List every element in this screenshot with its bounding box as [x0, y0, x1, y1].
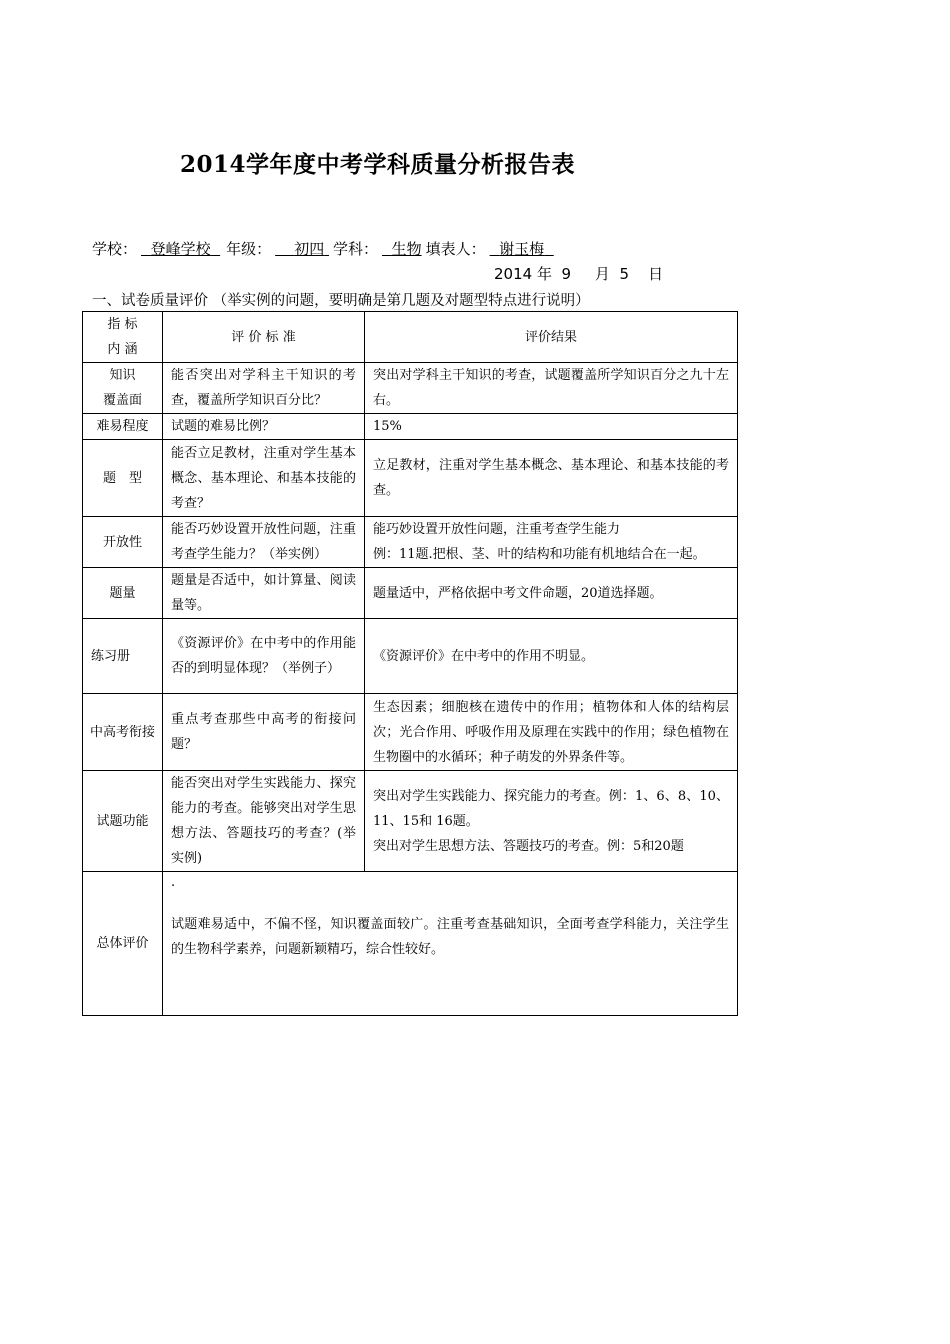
header-result: 评价结果	[365, 312, 738, 363]
grade-label: 年级：	[226, 240, 272, 258]
row-result: 立足教材，注重对学生基本概念、基本理论、和基本技能的考查。	[365, 440, 738, 517]
table-row	[83, 440, 738, 517]
row-result: 15%	[365, 414, 738, 440]
subject-value: 生物	[391, 240, 422, 258]
row-indicator: 开放性	[83, 517, 163, 568]
header-indicator: 指 标 内 涵	[83, 312, 163, 363]
row-result: 突出对学生实践能力、探究能力的考查。例：1、6、8、10、11、15和 16题。 突出对学生思想方法、答题技巧的考查。例：5和20题	[365, 771, 738, 872]
row-standard: 能否突出对学生实践能力、探究能力的考查。能够突出对学生思想方法、答题技巧的考查？(举实例)	[163, 771, 365, 872]
report-date: 2014 年 9 月 5 日	[494, 265, 664, 283]
row-standard: 重点考查那些中高考的衔接问题？	[163, 694, 365, 771]
subject-label: 学科：	[333, 240, 379, 258]
row-indicator: 知识 覆盖面	[83, 363, 163, 414]
overall-text: 试题难易适中，不偏不怪，知识覆盖面较广。注重考查基础知识，全面考查学科能力，关注学生的生物科学素养，问题新颖精巧，综合性较好。	[171, 917, 729, 957]
table-row	[83, 568, 738, 619]
row-indicator: 题 型	[83, 440, 163, 517]
row-standard: 《资源评价》在中考中的作用能否的到明显体现？（举例子）	[163, 619, 365, 694]
table-row	[83, 771, 738, 872]
evaluation-table	[82, 311, 738, 1016]
row-standard: 能否立足教材，注重对学生基本概念、基本理论、和基本技能的考查？	[163, 440, 365, 517]
school-label: 学校：	[92, 240, 138, 258]
overall-evaluation	[163, 872, 738, 1016]
row-result: 生态因素；细胞核在遗传中的作用；植物体和人体的结构层次；光合作用、呼吸作用及原理在实践中的作用；绿色植物在生物圈中的水循环；种子萌发的外界条件等。	[365, 694, 738, 771]
row-standard: 试题的难易比例？	[163, 414, 365, 440]
row-indicator: 中高考衔接	[83, 694, 163, 771]
table-row	[83, 619, 738, 694]
table-row	[83, 694, 738, 771]
table-header-row	[83, 312, 738, 363]
row-indicator: 试题功能	[83, 771, 163, 872]
overall-dot: .	[171, 875, 176, 890]
filler-label: 填表人：	[425, 240, 486, 258]
table-row-overall	[83, 872, 738, 1016]
school-value: 登峰学校	[150, 240, 211, 258]
section-title: 一、试卷质量评价 （举实例的问题，要明确是第几题及对题型特点进行说明）	[92, 293, 590, 309]
row-result: 能巧妙设置开放性问题，注重考查学生能力 例：11题.把根、茎、叶的结构和功能有机地结合在一起。	[365, 517, 738, 568]
table-row	[83, 517, 738, 568]
row-indicator: 题量	[83, 568, 163, 619]
row-standard: 题量是否适中，如计算量、阅读量等。	[163, 568, 365, 619]
row-standard: 能否突出对学科主干知识的考查，覆盖所学知识百分比？	[163, 363, 365, 414]
row-standard: 能否巧妙设置开放性问题，注重考查学生能力？（举实例）	[163, 517, 365, 568]
row-result: 《资源评价》在中考中的作用不明显。	[365, 619, 738, 694]
header-standard: 评 价 标 准	[163, 312, 365, 363]
row-result: 题量适中，严格依据中考文件命题，20道选择题。	[365, 568, 738, 619]
table-row	[83, 363, 738, 414]
report-info-line	[92, 238, 558, 259]
page-title: 2014学年度中考学科质量分析报告表	[180, 151, 576, 178]
overall-indicator: 总体评价	[83, 872, 163, 1016]
filler-value: 谢玉梅	[499, 240, 545, 258]
table-row	[83, 414, 738, 440]
row-indicator: 难易程度	[83, 414, 163, 440]
grade-value: 初四	[294, 240, 325, 258]
row-indicator: 练习册	[83, 619, 163, 694]
row-result: 突出对学科主干知识的考查，试题覆盖所学知识百分之九十左右。	[365, 363, 738, 414]
